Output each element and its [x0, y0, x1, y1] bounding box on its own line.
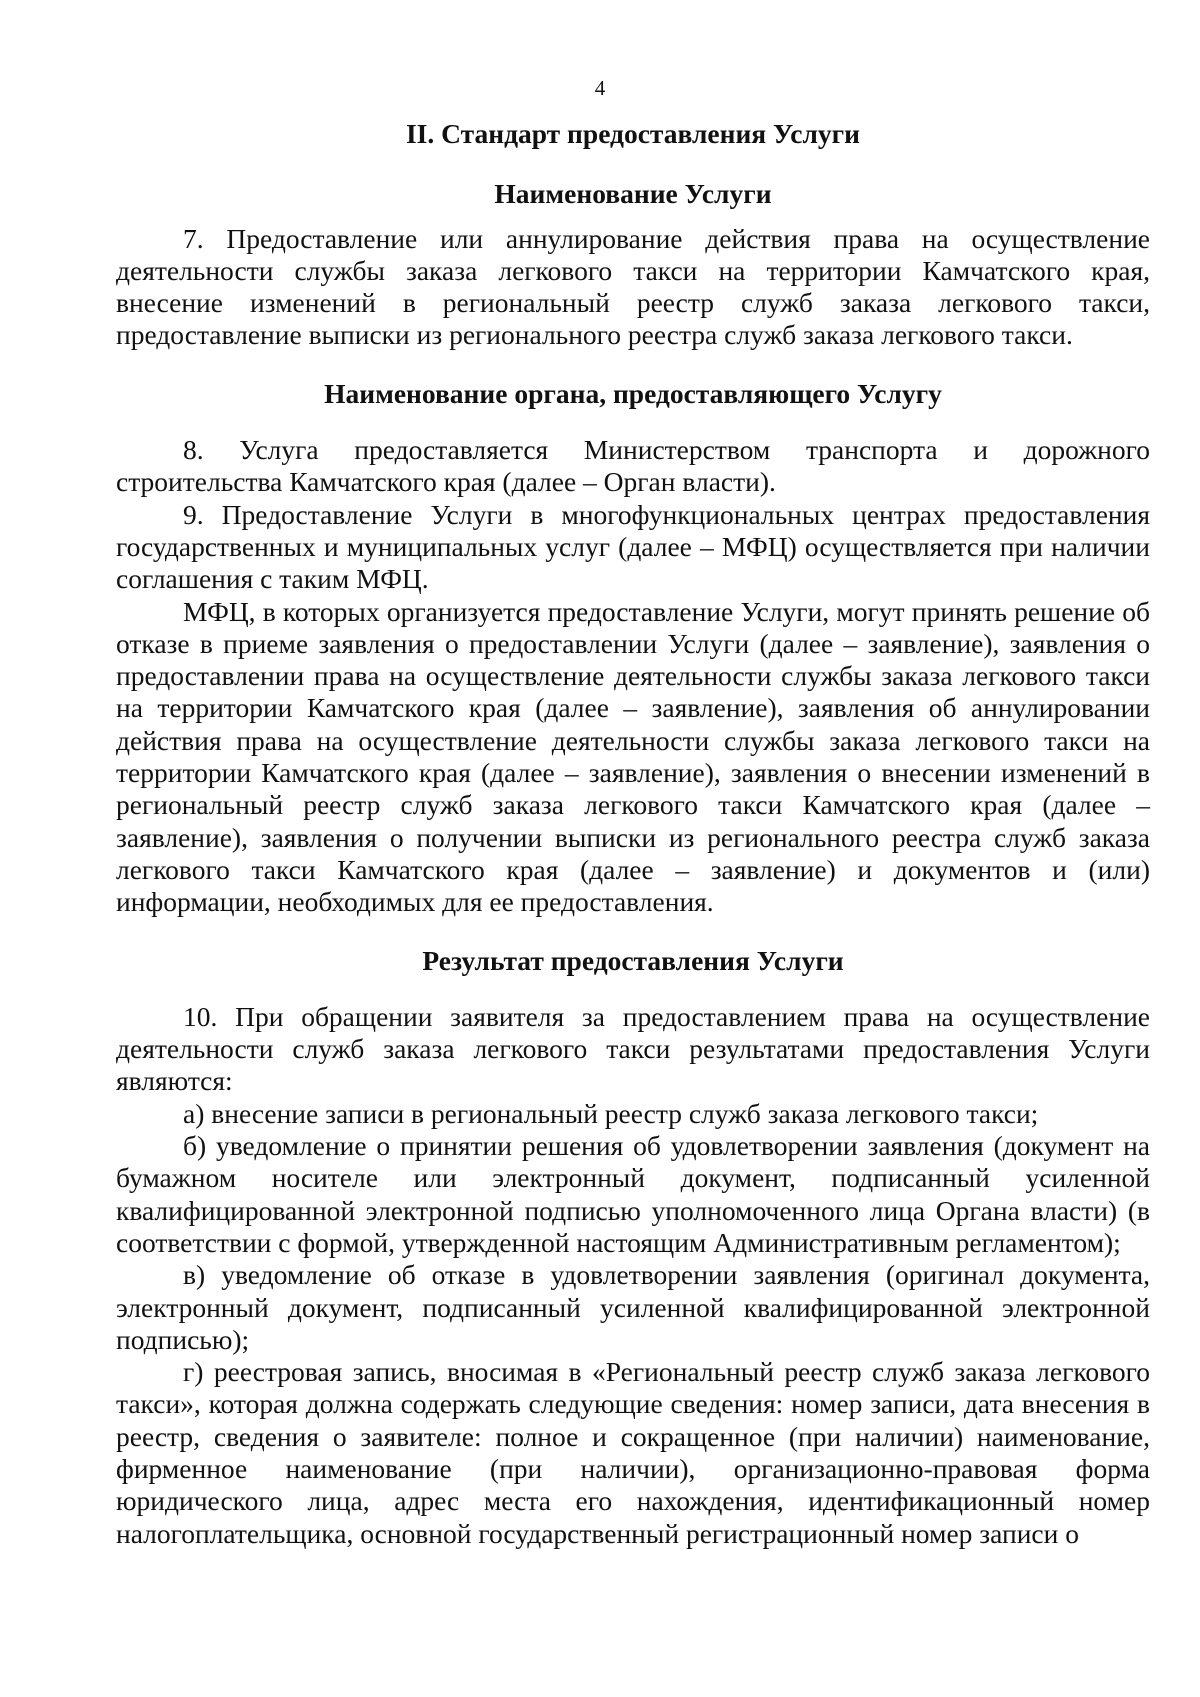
paragraph-8: 8. Услуга предоставляется Министерством транспорта и дорожного строительства Камчатского края (далее – Орган власти). [116, 434, 1150, 498]
paragraph-10: 10. При обращении заявителя за предоставлением права на осуществление деятельности служб заказа легкового такси результатами предоставления Услуги являются: [116, 1000, 1150, 1097]
document-body [116, 118, 1150, 1550]
paragraph-10-a: а) внесение записи в региональный реестр служб заказа легкового такси; [183, 1097, 1039, 1129]
heading-service-name: Наименование Услуги [494, 178, 772, 210]
heading-organ-name: Наименование органа, предоставляющего Услугу [324, 377, 942, 409]
section-title: II. Стандарт предоставления Услуги [405, 118, 860, 149]
paragraph-9-mfc: МФЦ, в которых организуется предоставление Услуги, могут принять решение об отказе в приеме заявления о предоставлении Услуги (далее – заявление), заявления о предоставлении права на осуществление деятельности службы заказа легкового такси на территории Камчатского края (далее – заявление), заявления об аннулировании действия права на осуществление деятельности службы заказа легкового такси на территории Камчатского края (далее – заявление), заявления о внесении изменений в региональный реестр служб заказа легкового такси Камчатского края (далее – заявление), заявления о получении выписки из регионального реестра служб заказа легкового такси Камчатского края (далее – заявление) и документов и (или) информации, необходимых для ее предоставления. [116, 595, 1150, 918]
page-number: 4 [594, 76, 606, 100]
paragraph-9: 9. Предоставление Услуги в многофункциональных центрах предоставления государственных и муниципальных услуг (далее – МФЦ) осуществляется при наличии соглашения с таким МФЦ. [116, 498, 1150, 595]
heading-result: Результат предоставления Услуги [422, 944, 844, 976]
paragraph-10-b: б) уведомление о принятии решения об удовлетворении заявления (документ на бумажном носителе или электронный документ, подписанный усиленной квалифицированной электронной подписью уполномоченного лица Органа власти) (в соответствии с формой, утвержденной настоящим Административным регламентом); [116, 1130, 1150, 1258]
paragraph-7: 7. Предоставление или аннулирование действия права на осуществление деятельности службы заказа легкового такси на территории Камчатского края, внесение изменений в региональный реестр служб заказа легкового такси, предоставление выписки из регионального реестра служб заказа легкового такси. [116, 222, 1150, 351]
paragraph-10-g: г) реестровая запись, вносимая в «Региональный реестр служб заказа легкового такси», которая должна содержать следующие сведения: номер записи, дата внесения в реестр, сведения о заявителе: полное и сокращенное (при наличии) наименование, фирменное наименование (при наличии), организационно-правовая форма юридического лица, адрес места его нахождения, идентификационный номер налогоплательщика, основной государственный регистрационный номер записи о [116, 1356, 1150, 1549]
paragraph-10-v: в) уведомление об отказе в удовлетворении заявления (оригинал документа, электронный документ, подписанный усиленной квалифицированной электронной подписью); [116, 1259, 1150, 1355]
